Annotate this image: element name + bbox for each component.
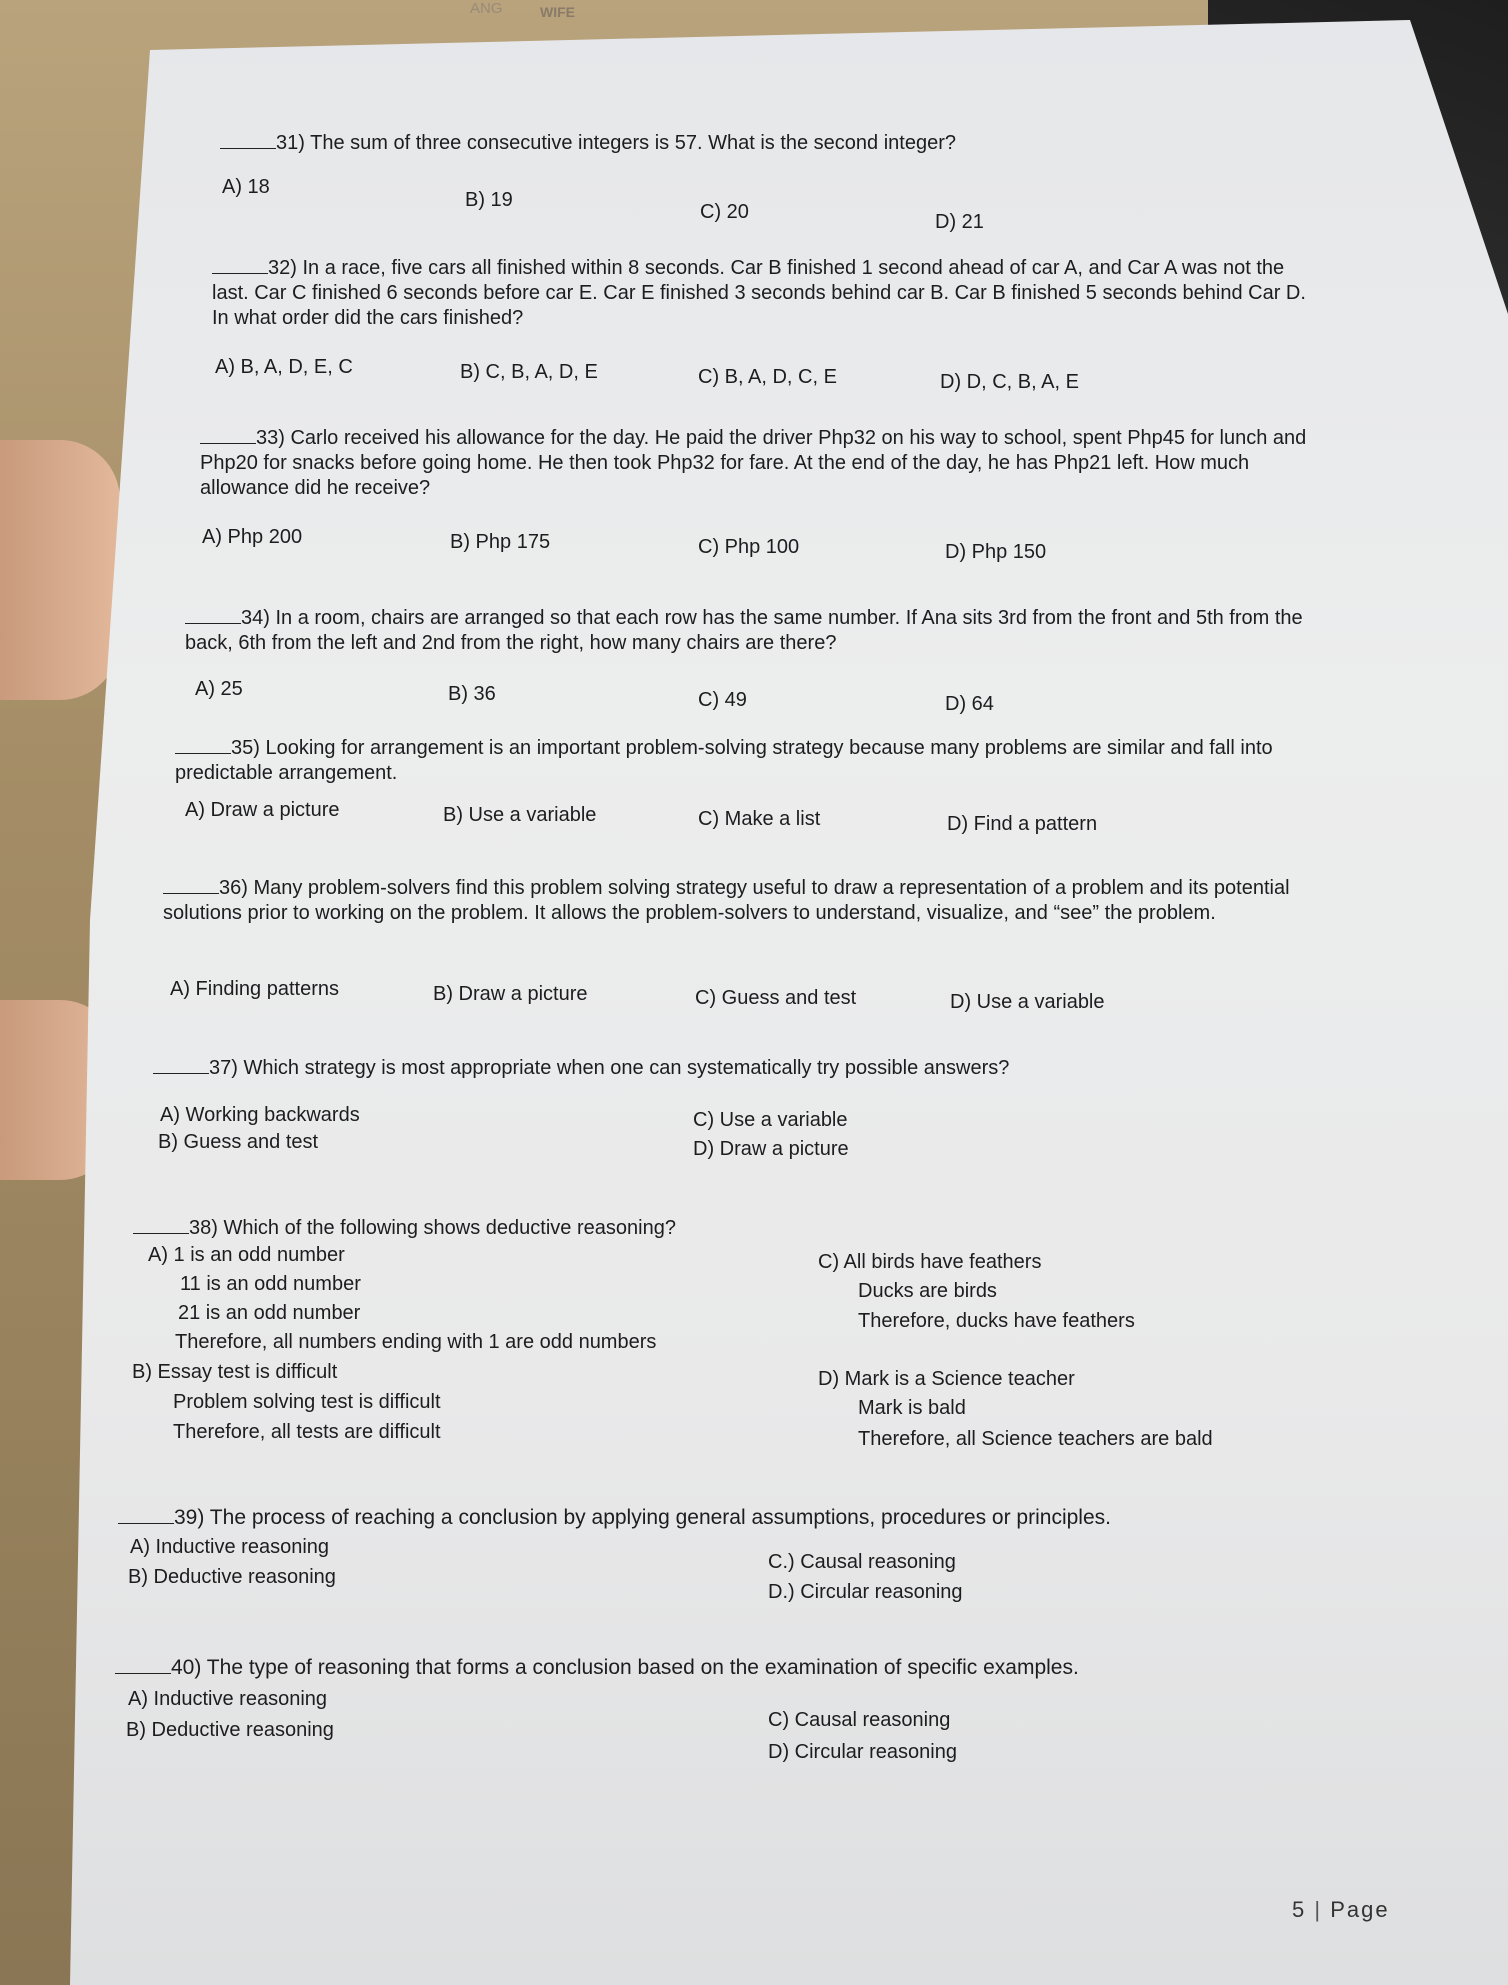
answer-blank-32[interactable] xyxy=(212,255,268,274)
q35-option-c: C) Make a list xyxy=(698,808,821,830)
q34-option-b: B) 36 xyxy=(448,683,496,705)
question-34 xyxy=(185,605,1320,656)
q38-option-a-line1: A) 1 is an odd number xyxy=(148,1244,345,1266)
q39-option-c: C.) Causal reasoning xyxy=(768,1551,956,1573)
answer-blank-37[interactable] xyxy=(153,1055,209,1074)
q34-option-a: A) 25 xyxy=(195,678,243,700)
question-32 xyxy=(212,255,1312,331)
q34-option-c: C) 49 xyxy=(698,689,747,711)
q36-option-c: C) Guess and test xyxy=(695,987,857,1009)
q38-option-c-line3: Therefore, ducks have feathers xyxy=(858,1310,1135,1332)
header-stamp: ANG xyxy=(470,0,503,17)
question-32-stem: 32) In a race, five cars all finished within 8 seconds. Car B finished 1 second ahead of car A, and Car A was not the last. Car C finished 6 seconds before car E. Car E finished 3 seconds behind car B. Car B finished 5 seconds behind Car D. In what order did the cars finished? xyxy=(212,257,1306,329)
answer-blank-38[interactable] xyxy=(133,1215,189,1234)
question-38-stem: 38) Which of the following shows deductive reasoning? xyxy=(189,1217,676,1239)
q35-option-d: D) Find a pattern xyxy=(947,813,1098,835)
answer-blank-40[interactable] xyxy=(115,1655,171,1674)
q39-option-b: B) Deductive reasoning xyxy=(128,1566,336,1588)
q38-option-c-line1: C) All birds have feathers xyxy=(818,1251,1042,1273)
q40-option-b: B) Deductive reasoning xyxy=(126,1719,334,1741)
q32-option-b: B) C, B, A, D, E xyxy=(460,361,598,383)
page-label: Page xyxy=(1330,1897,1390,1922)
page-footer xyxy=(1292,1897,1390,1923)
question-36-stem: 36) Many problem-solvers find this problem solving strategy useful to draw a representation of a problem and its potential solutions prior to working on the problem. It allows the problem-solvers to understand, visualize, and “see” the problem. xyxy=(163,877,1290,924)
q36-option-b: B) Draw a picture xyxy=(433,983,588,1005)
question-31-stem: 31) The sum of three consecutive integers is 57. What is the second integer? xyxy=(276,132,956,154)
finger-1 xyxy=(0,440,120,700)
q36-option-d: D) Use a variable xyxy=(950,991,1105,1013)
question-37-stem: 37) Which strategy is most appropriate when one can systematically try possible answers? xyxy=(209,1057,1010,1079)
q32-option-a: A) B, A, D, E, C xyxy=(215,356,353,378)
q37-option-b: B) Guess and test xyxy=(158,1131,319,1153)
q32-option-d: D) D, C, B, A, E xyxy=(940,371,1079,393)
q31-option-c: C) 20 xyxy=(700,201,749,223)
q31-option-a: A) 18 xyxy=(222,176,270,198)
q38-option-b-line1: B) Essay test is difficult xyxy=(132,1361,338,1383)
q39-option-d: D.) Circular reasoning xyxy=(768,1581,963,1603)
question-40 xyxy=(115,1655,1355,1680)
answer-blank-31[interactable] xyxy=(220,130,276,149)
question-39-stem: 39) The process of reaching a conclusion by applying general assumptions, procedures or principles. xyxy=(174,1506,1111,1529)
q40-option-c: C) Causal reasoning xyxy=(768,1709,951,1731)
answer-blank-36[interactable] xyxy=(163,875,219,894)
q38-option-b-line2: Problem solving test is difficult xyxy=(173,1391,441,1413)
q40-option-d: D) Circular reasoning xyxy=(768,1741,957,1763)
q35-option-b: B) Use a variable xyxy=(443,804,597,826)
q35-option-a: A) Draw a picture xyxy=(185,799,340,821)
q33-option-a: A) Php 200 xyxy=(202,526,303,548)
footer-divider: | xyxy=(1314,1897,1323,1922)
q38-option-d-line1: D) Mark is a Science teacher xyxy=(818,1368,1075,1390)
question-36 xyxy=(163,875,1363,926)
question-33-stem: 33) Carlo received his allowance for the day. He paid the driver Php32 on his way to school, spent Php45 for lunch and Php20 for snacks before going home. He then took Php32 for fare. At the end of the day, he has Php21 left. How much allowance did he receive? xyxy=(200,427,1307,499)
question-35-stem: 35) Looking for arrangement is an important problem-solving strategy because many problems are similar and fall into predictable arrangement. xyxy=(175,737,1273,784)
q38-option-a-line3: 21 is an odd number xyxy=(178,1302,361,1324)
q33-option-b: B) Php 175 xyxy=(450,531,551,553)
q38-option-b-line3: Therefore, all tests are difficult xyxy=(173,1421,441,1443)
q38-option-a-line4: Therefore, all numbers ending with 1 are odd numbers xyxy=(175,1331,657,1353)
question-39 xyxy=(118,1505,1358,1530)
q31-option-b: B) 19 xyxy=(465,189,513,211)
q38-option-c-line2: Ducks are birds xyxy=(858,1280,997,1302)
page-number: 5 xyxy=(1292,1897,1307,1922)
question-31 xyxy=(220,130,1320,156)
q31-option-d: D) 21 xyxy=(935,211,984,233)
q40-option-a: A) Inductive reasoning xyxy=(128,1688,328,1710)
q37-option-d: D) Draw a picture xyxy=(693,1138,849,1160)
q33-option-d: D) Php 150 xyxy=(945,541,1047,563)
answer-blank-39[interactable] xyxy=(118,1505,174,1524)
q38-option-d-line3: Therefore, all Science teachers are bald xyxy=(858,1428,1213,1450)
question-38 xyxy=(133,1215,1133,1241)
answer-blank-33[interactable] xyxy=(200,425,256,444)
question-37 xyxy=(153,1055,1353,1081)
q38-option-d-line2: Mark is bald xyxy=(858,1397,966,1419)
question-40-stem: 40) The type of reasoning that forms a conclusion based on the examination of specific examples. xyxy=(171,1656,1079,1679)
q36-option-a: A) Finding patterns xyxy=(170,978,339,1000)
q37-option-c: C) Use a variable xyxy=(693,1109,848,1131)
q37-option-a: A) Working backwards xyxy=(160,1104,360,1126)
question-33 xyxy=(200,425,1315,501)
q38-option-a-line2: 11 is an odd number xyxy=(180,1273,361,1295)
question-34-stem: 34) In a room, chairs are arranged so that each row has the same number. If Ana sits 3rd from the front and 5th from the back, 6th from the left and 2nd from the right, how many chairs are there? xyxy=(185,607,1303,654)
answer-blank-35[interactable] xyxy=(175,735,231,754)
q39-option-a: A) Inductive reasoning xyxy=(130,1536,330,1558)
question-35 xyxy=(175,735,1285,786)
answer-blank-34[interactable] xyxy=(185,605,241,624)
q33-option-c: C) Php 100 xyxy=(698,536,800,558)
header-stamp-2: WIFE xyxy=(540,4,575,20)
q34-option-d: D) 64 xyxy=(945,693,994,715)
q32-option-c: C) B, A, D, C, E xyxy=(698,366,837,388)
